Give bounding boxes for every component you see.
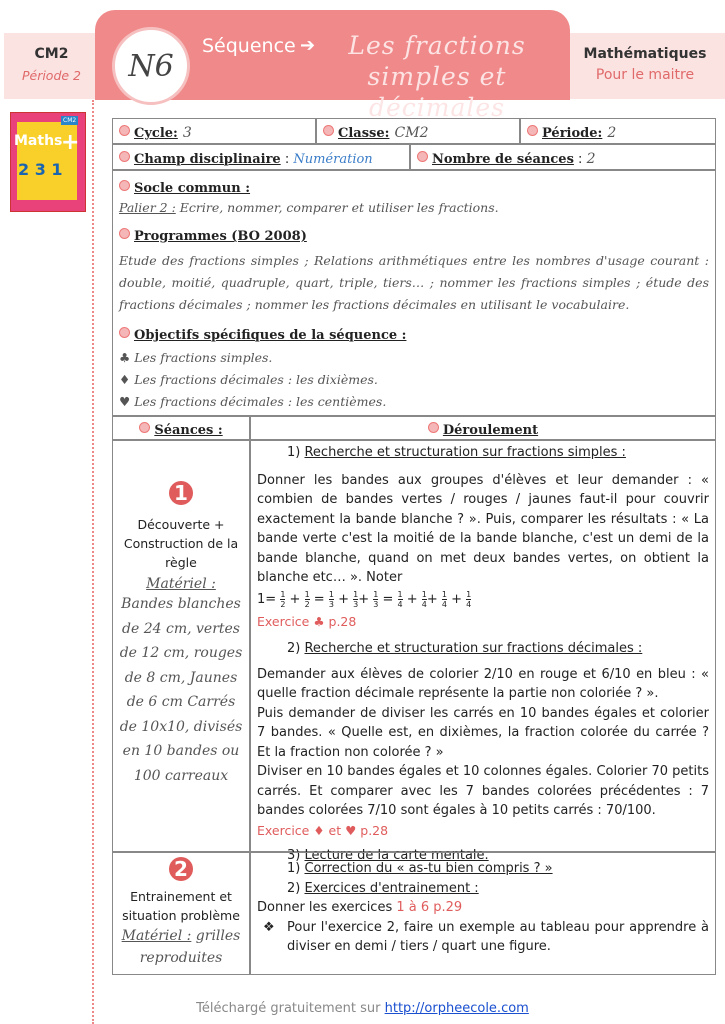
diamond-icon: ♦ bbox=[119, 372, 131, 387]
champ-value: Numération bbox=[293, 152, 373, 167]
heart-icon: ♥ bbox=[119, 394, 131, 409]
step-2-title: Recherche et structuration sur fractions décimales : bbox=[304, 641, 643, 656]
champ-cell: Champ disciplinaire : Numération bbox=[112, 144, 410, 170]
exercise-reference: Exercice ♦ et ♥ p.28 bbox=[257, 822, 389, 838]
book-plus: + bbox=[61, 130, 80, 155]
cycle-label: Cycle: bbox=[134, 126, 178, 141]
cycle-cell bbox=[112, 118, 316, 144]
seance-number-badge: 1 bbox=[169, 481, 193, 505]
materiel-label: Matériel : bbox=[146, 576, 216, 592]
sequence-number: N6 bbox=[112, 27, 190, 105]
seance-1-title: Découverte + Construction de la règle bbox=[123, 517, 239, 570]
periode-cell bbox=[520, 118, 716, 144]
step-1: 1) Correction du « as-tu bien compris ? » bbox=[287, 861, 553, 876]
socle-palier: Palier 2 : bbox=[119, 200, 176, 215]
bullet-icon bbox=[119, 125, 130, 136]
diamond-bullet-icon: ❖ bbox=[263, 919, 275, 935]
header-left-band bbox=[4, 33, 99, 99]
step-2: 2) Recherche et structuration sur fractions décimales : bbox=[287, 641, 643, 656]
bullet-icon bbox=[119, 151, 130, 162]
step-3: 3) Lecture de la carte mentale. bbox=[287, 848, 489, 863]
seance-2-materiel: Matériel : grilles reproduites bbox=[121, 928, 241, 966]
classe-cell bbox=[316, 118, 520, 144]
bullet-icon bbox=[119, 327, 130, 338]
footer-link[interactable]: http://orpheecole.com bbox=[384, 1001, 529, 1016]
step-1-title: Recherche et structuration sur fractions simples : bbox=[304, 445, 626, 460]
book-title: Maths bbox=[14, 133, 63, 149]
bullet-icon bbox=[119, 228, 130, 239]
socle-label: Socle commun : bbox=[134, 181, 251, 196]
seances-count-value: 2 bbox=[586, 151, 596, 167]
step-1-text: Donner les bandes aux groupes d'élèves et leur demander : « combien de bandes vertes / rouges / jaunes faut-il pour couvrir exactement la bande blanche ? ». Puis, comparer les résultats : « La bande verte c'est la moitié de la bande blanche, c'est un demi de la bande blanche, quand on met deux bandes vertes, on obtient la blanche etc… ». Noter bbox=[257, 472, 709, 585]
objectifs-list bbox=[119, 347, 709, 413]
bullet-icon bbox=[119, 180, 130, 191]
champ-label: Champ disciplinaire bbox=[134, 152, 281, 167]
periode-label: Période: bbox=[542, 126, 603, 141]
classe-label: Classe: bbox=[338, 126, 390, 141]
step-3-title: Lecture de la carte mentale. bbox=[304, 848, 489, 863]
book-digits: 2 3 1 bbox=[18, 160, 63, 179]
objectif-item: ♣ Les fractions simples. bbox=[119, 350, 273, 365]
level-label: CM2 bbox=[34, 46, 69, 62]
seance-2-deroulement bbox=[250, 852, 716, 975]
seance-1-materiel: Bandes blanches de 24 cm, vertes de 12 cm, rouges de 8 cm, Jaunes de 6 cm Carrés de 10x10, divisés en 10 bandes ou 100 carreaux bbox=[119, 596, 243, 784]
header-right-band bbox=[565, 33, 725, 99]
step-2-text: Puis demander de diviser les carrés en 10 bandes égales et colorier 7 bandes. « Quelle est, en dixièmes, la fraction colorée du carrée ? Et la fraction non colorée ? » bbox=[257, 705, 709, 760]
socle-text: Ecrire, nommer, comparer et utiliser les fractions. bbox=[179, 200, 499, 215]
fraction-equation: 1= $\frac{1}{2}$ + $\frac{1}{2}$ = $\frac{1}{3}$ + $\frac{1}{3}$ + $\frac{1}{3}$ = $\frac{1}{4}$ + $\frac{1}{4}$ + $\frac{1}{4}$ + $\frac{1}{4}$ bbox=[257, 589, 472, 609]
period-label: Période 2 bbox=[21, 68, 82, 83]
exercises-text: Donner les exercices 1 à 6 p.29 bbox=[257, 900, 463, 915]
bullet-item: ❖ Pour l'exercice 2, faire un exemple au tableau pour apprendre à diviser en demi / tiers / quart une figure. bbox=[257, 918, 709, 957]
step-1: 1) Recherche et structuration sur fractions simples : bbox=[287, 445, 626, 460]
footer bbox=[0, 1001, 725, 1016]
bullet-icon bbox=[428, 422, 439, 433]
classe-value: CM2 bbox=[394, 125, 429, 141]
step-2-text: Demander aux élèves de colorier 2/10 en rouge et 6/10 en bleu : « quelle fraction décimale représente la partie non coloriée ? ». bbox=[257, 666, 709, 701]
seances-count-cell: Nombre de séances : 2 bbox=[410, 144, 716, 170]
programmes-label: Programmes (BO 2008) bbox=[134, 229, 307, 244]
step-2: 2) Exercices d'entrainement : bbox=[287, 880, 479, 896]
footer-text: Téléchargé gratuitement sur bbox=[196, 1001, 381, 1016]
cycle-value: 3 bbox=[182, 125, 192, 141]
seance-2-title: Entrainement et situation problème bbox=[122, 889, 240, 923]
seance-number-badge: 2 bbox=[169, 857, 193, 881]
seance-2-cell bbox=[112, 852, 250, 975]
bullet-icon bbox=[417, 151, 428, 162]
programmes-text: Etude des fractions simples ; Relations arithmétiques entre les nombres d'usage courant : double, moitié, quadruple, quart, triple, tiers… ; nommer les fractions simples ; étude des fractions décimales ; nommer les fractions décimales en utilisant le vocabulaire. bbox=[119, 253, 709, 312]
arrow-icon: ➔ bbox=[300, 35, 316, 56]
bullet-icon bbox=[323, 125, 334, 136]
objectives-block bbox=[112, 170, 716, 416]
bullet-icon bbox=[527, 125, 538, 136]
exercise-reference: Exercice ♣ p.28 bbox=[257, 613, 357, 629]
seances-count-label: Nombre de séances bbox=[432, 152, 574, 167]
objectif-item: ♦ Les fractions décimales : les dixièmes. bbox=[119, 372, 378, 387]
sequence-label: Séquence bbox=[202, 35, 296, 57]
header-seances: Séances : bbox=[112, 416, 250, 440]
seance-1-cell bbox=[112, 440, 250, 852]
objectifs-label: Objectifs spécifiques de la séquence : bbox=[134, 328, 407, 343]
bullet-icon bbox=[139, 422, 150, 433]
header-deroulement: Déroulement bbox=[250, 416, 716, 440]
sequence-title: Les fractions simples et décimales bbox=[348, 31, 526, 122]
periode-value: 2 bbox=[607, 125, 617, 141]
club-icon: ♣ bbox=[119, 350, 131, 365]
margin-dotted-line bbox=[92, 100, 94, 1024]
subject-label: Mathématiques bbox=[583, 46, 707, 62]
seance-1-deroulement bbox=[250, 440, 716, 863]
objectif-item: ♥ Les fractions décimales : les centièmes. bbox=[119, 394, 387, 409]
book-badge: CM2 bbox=[63, 117, 77, 124]
step-2-text: Diviser en 10 bandes égales et 10 colonnes égales. Colorier 70 petits carrés. Et comparer avec les 7 bandes colorées précédentes : 7 bandes colorées 7/10 sont égales à 10 petits carrés : 70/100. bbox=[257, 764, 709, 818]
audience-label: Pour le maitre bbox=[595, 67, 695, 83]
